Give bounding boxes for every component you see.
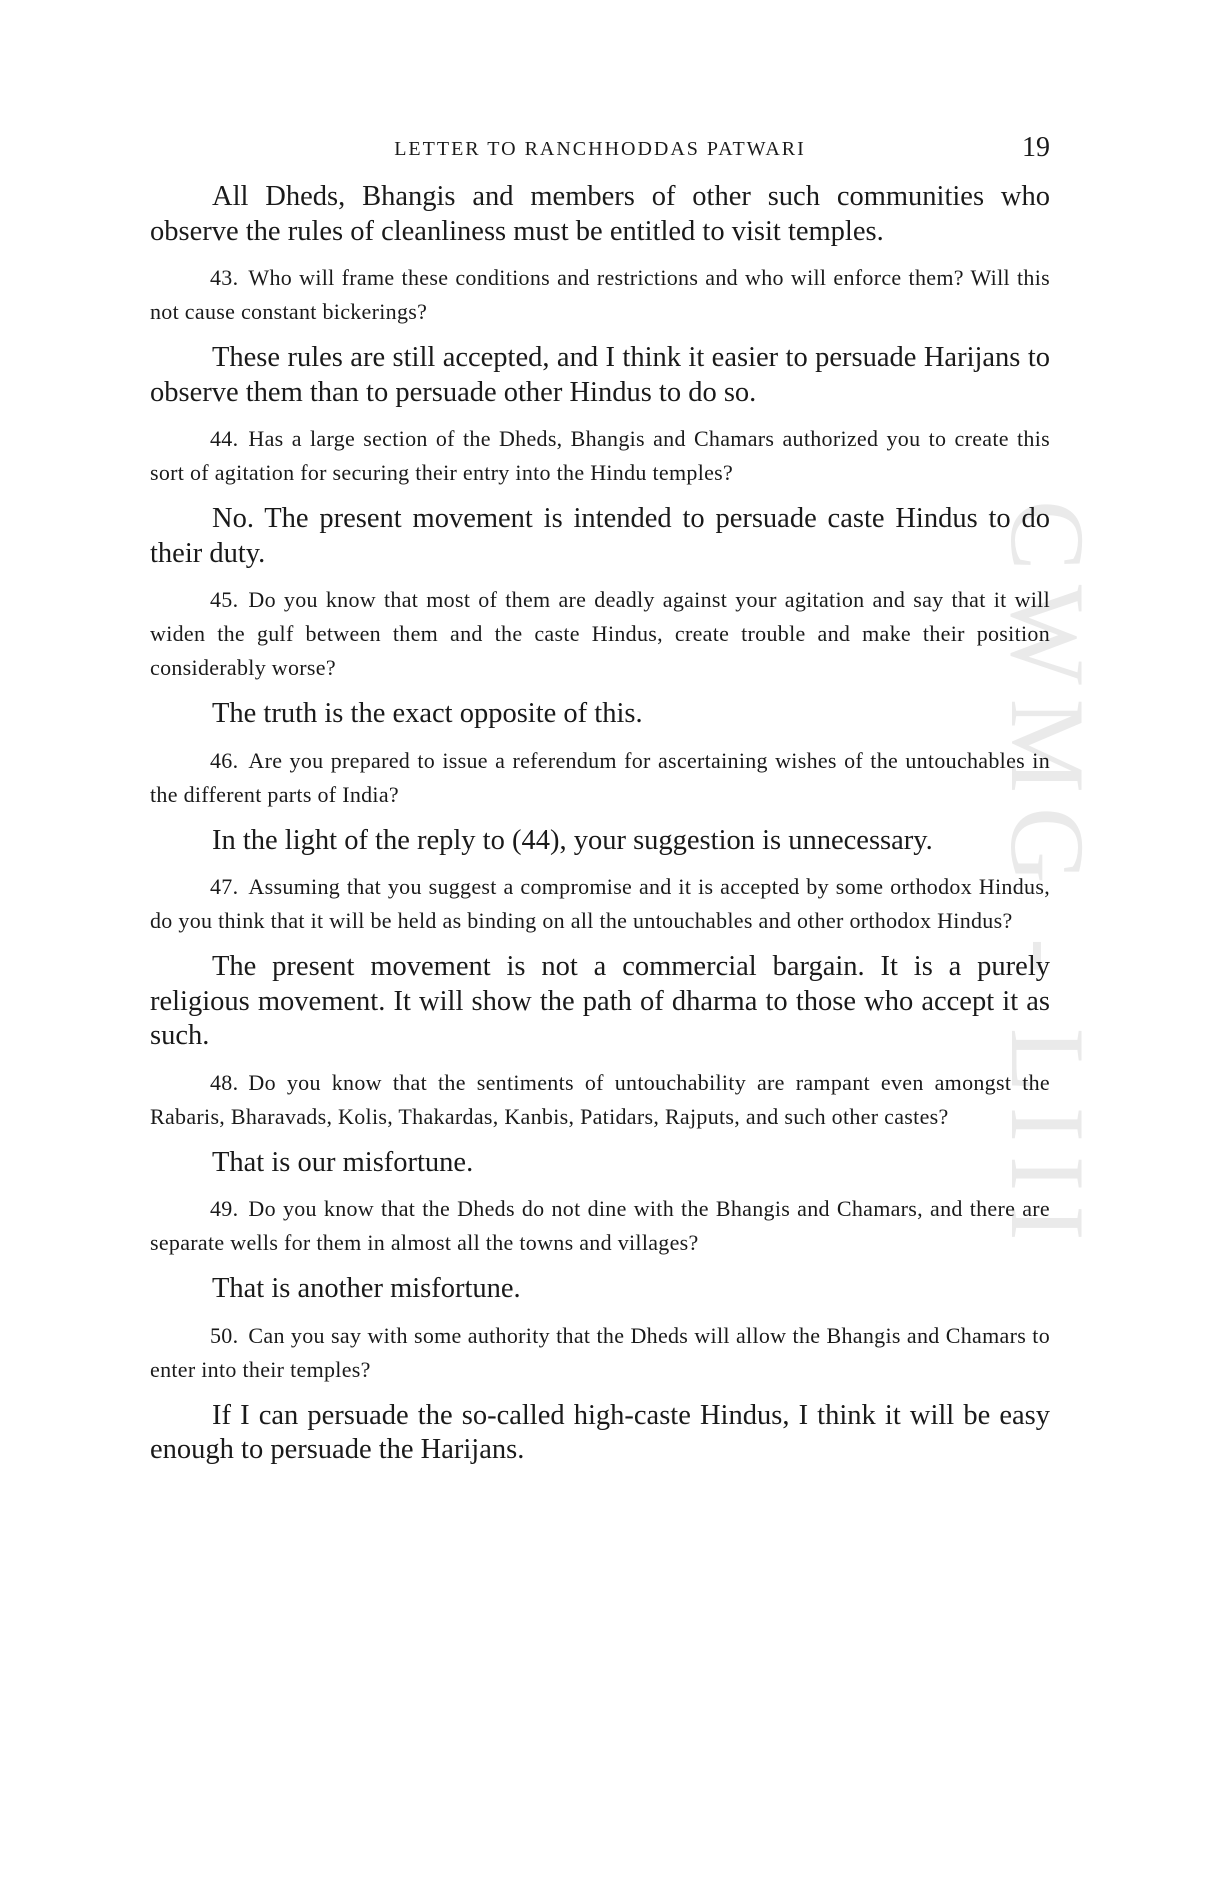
question-paragraph [150,261,1050,329]
question-number: 44. [210,426,239,451]
question-paragraph [150,583,1050,685]
question-text: Do you know that the Dheds do not dine with the Bhangis and Chamars, and there are separate wells for them in almost all the towns and villages? [150,1196,1050,1255]
question-text: Can you say with some authority that the Dheds will allow the Bhangis and Chamars to enter into their temples? [150,1322,1050,1382]
answer-paragraph: In the light of the reply to (44), your suggestion is unnecessary. [212,824,933,856]
answer-paragraph: That is our misfortune. [212,1146,474,1178]
question-number: 45. [210,587,239,612]
question-text: Assuming that you suggest a compromise and it is accepted by some orthodox Hindus, do you think that it will be held as binding on all the untouchables and other orthodox Hindus? [150,874,1050,933]
answer-paragraph: All Dheds, Bhangis and members of other such communities who observe the rules of cleanliness must be entitled to visit temples. [150,181,1050,247]
watermark-text: CWMG - LIII [989,500,1106,1255]
question-number: 46. [210,747,239,773]
question-text: Do you know that most of them are deadly against your agitation and say that it will widen the gulf between them and the caste Hindus, create trouble and make their position considerably worse? [150,587,1050,680]
question-text: Are you prepared to issue a referendum for ascertaining wishes of the untouchables in the different parts of India? [150,747,1050,807]
answer-paragraph: No. The present movement is intended to persuade caste Hindus to do their duty. [150,503,1050,569]
question-number: 48. [210,1069,239,1095]
question-text: Has a large section of the Dheds, Bhangis and Chamars authorized you to create this sort of agitation for securing their entry into the Hindu temples? [150,426,1050,485]
question-number: 50. [210,1322,239,1348]
page-number: 19 [1022,132,1050,163]
running-title: LETTER TO RANCHHODDAS PATWARI [394,138,806,160]
answer-paragraph: The truth is the exact opposite of this. [212,698,643,729]
question-paragraph [150,1319,1050,1387]
question-number: 47. [210,874,239,899]
question-paragraph [150,1066,1050,1134]
question-paragraph [150,422,1050,490]
question-number: 43. [210,265,239,290]
answer-paragraph: These rules are still accepted, and I think it easier to persuade Harijans to observe them than to persuade other Hindus to do so. [150,342,1050,408]
question-text: Do you know that the sentiments of untouchability are rampant even amongst the Rabaris, Bharavads, Kolis, Thakardas, Kanbis, Patidars, Rajputs, and such other castes? [150,1069,1050,1129]
answer-paragraph: The present movement is not a commercial bargain. It is a purely religious movement. It will show the path of dharma to those who accept it as such. [150,951,1050,1051]
answer-paragraph: If I can persuade the so-called high-caste Hindus, I think it will be easy enough to persuade the Harijans. [150,1399,1050,1465]
question-paragraph [150,1192,1050,1260]
question-paragraph [150,744,1050,812]
running-head [150,134,1050,164]
question-number: 49. [210,1196,239,1221]
page-body [150,180,1050,1480]
answer-paragraph: That is another misfortune. [212,1273,521,1304]
question-paragraph [150,870,1050,938]
question-text: Who will frame these conditions and restrictions and who will enforce them? Will this not cause constant bickerings? [150,265,1050,324]
